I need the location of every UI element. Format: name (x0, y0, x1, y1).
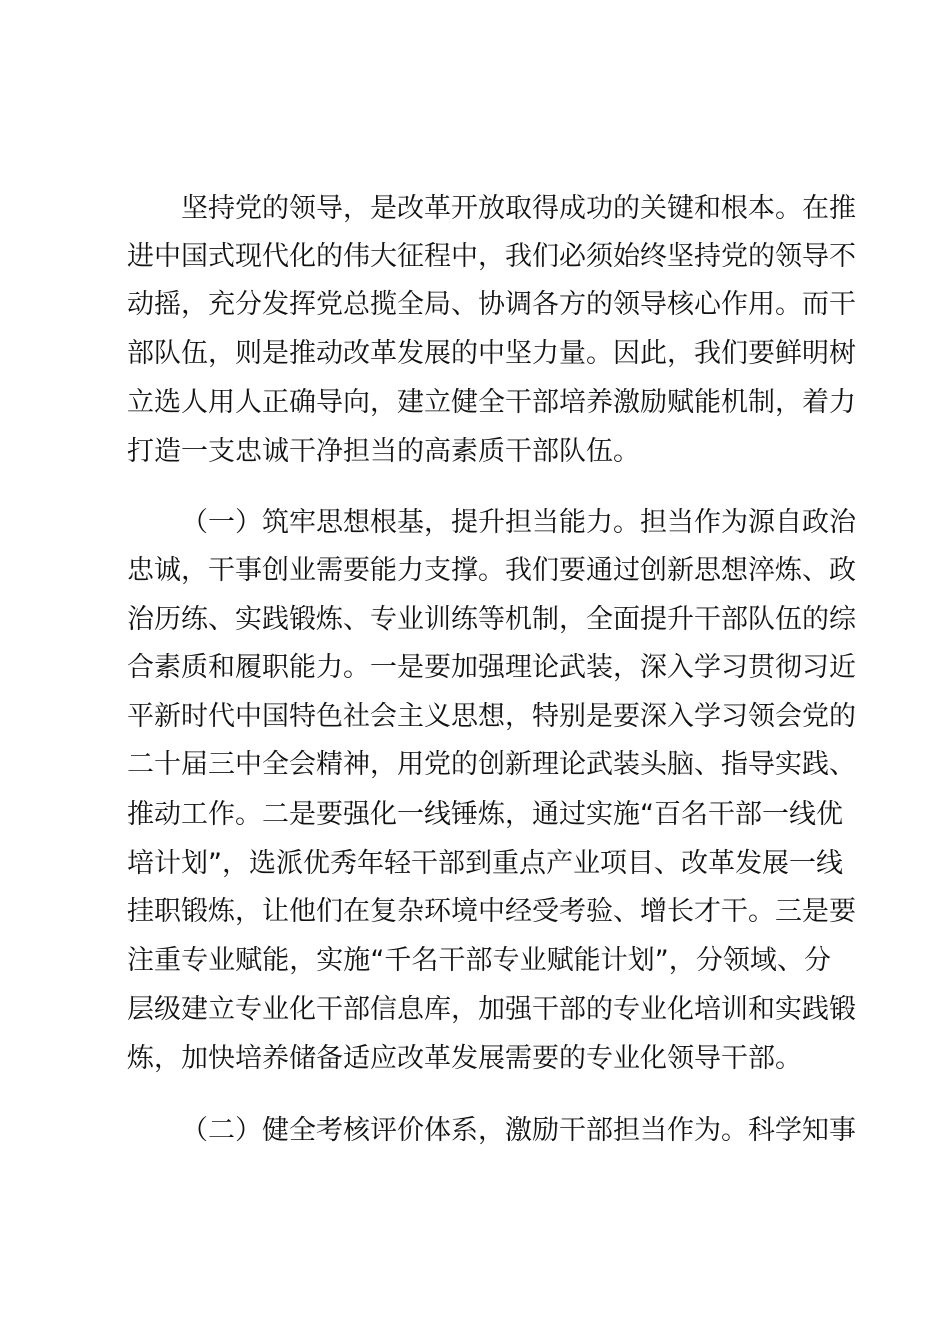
paragraph-line: 忠诚，干事创业需要能力支撑。我们要通过创新思想淬炼、政 (127, 555, 856, 586)
paragraph-line: 立选人用人正确导向，建立健全干部培养激励赋能机制，着力 (127, 387, 856, 418)
paragraph-line: 打造一支忠诚干净担当的高素质干部队伍。 (127, 436, 640, 467)
paragraph-line: 层级建立专业化干部信息库，加强干部的专业化培训和实践锻 (127, 994, 856, 1025)
paragraph-line: 平新时代中国特色社会主义思想，特别是要深入学习领会党的 (127, 701, 856, 732)
paragraph-line: 治历练、实践锻炼、专业训练等机制，全面提升干部队伍的综 (127, 604, 856, 635)
paragraph-line: 注重专业赋能，实施“千名干部专业赋能计划”，分领域、分 (127, 945, 831, 976)
paragraph-line: 推动工作。二是要强化一线锤炼，通过实施“百名干部一线优 (127, 799, 843, 830)
paragraph-line: 培计划”，选派优秀年轻干部到重点产业项目、改革发展一线 (127, 848, 843, 879)
paragraph-line: 合素质和履职能力。一是要加强理论武装，深入学习贯彻习近 (127, 652, 856, 683)
paragraph-line: 部队伍，则是推动改革发展的中坚力量。因此，我们要鲜明树 (127, 338, 856, 369)
paragraph-line: 动摇，充分发挥党总揽全局、协调各方的领导核心作用。而干 (127, 289, 856, 320)
paragraph-line: 二十届三中全会精神，用党的创新理论武装头脑、指导实践、 (127, 749, 856, 780)
paragraph-line: 挂职锻炼，让他们在复杂环境中经受考验、增长才干。三是要 (127, 896, 856, 927)
paragraph-line: 进中国式现代化的伟大征程中，我们必须始终坚持党的领导不 (127, 241, 856, 272)
paragraph-line: （二）健全考核评价体系，激励干部担当作为。科学知事 (181, 1115, 856, 1146)
paragraph-line: 炼，加快培养储备适应改革发展需要的专业化领导干部。 (127, 1043, 802, 1074)
paragraph-line: 坚持党的领导，是改革开放取得成功的关键和根本。在推 (181, 193, 856, 224)
paragraph-line: （一）筑牢思想根基，提升担当能力。担当作为源自政治 (181, 507, 856, 538)
